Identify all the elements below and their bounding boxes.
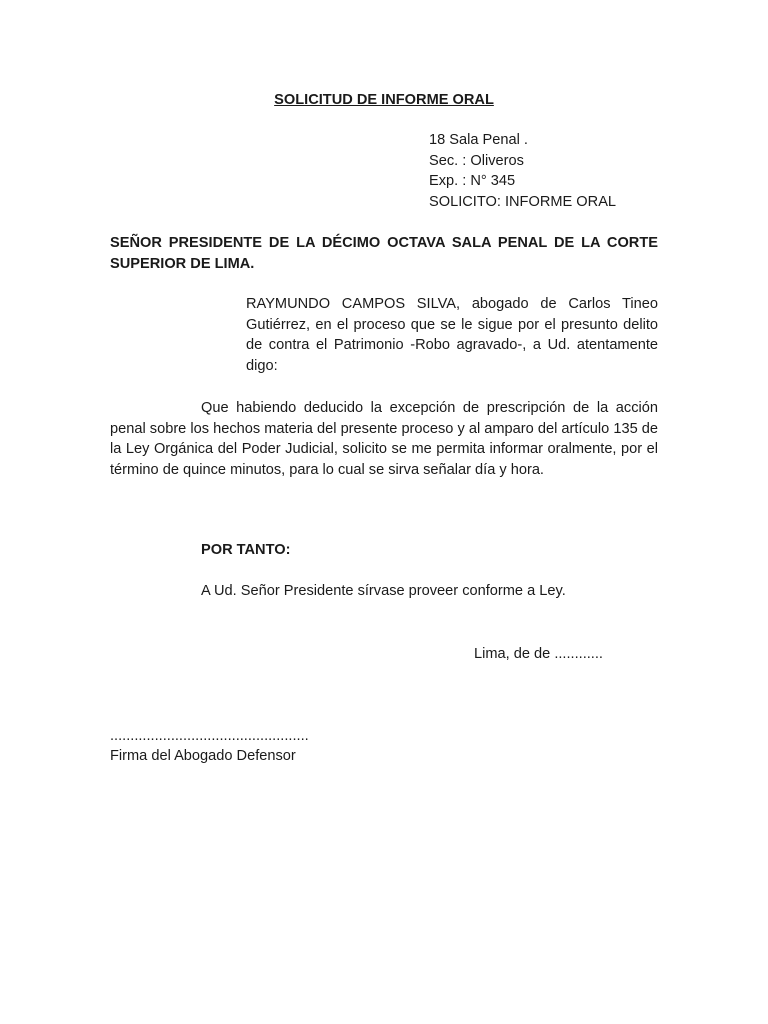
place-date: Lima, de de ............	[474, 646, 603, 662]
por-tanto-heading: POR TANTO:	[201, 542, 291, 558]
addressee: SEÑOR PRESIDENTE DE LA DÉCIMO OCTAVA SALA PENAL DE LA CORTE SUPERIOR DE LIMA.	[110, 235, 658, 272]
case-metadata	[429, 130, 729, 212]
meta-sala: 18 Sala Penal .	[429, 132, 528, 148]
signature-line: .................................................	[110, 728, 309, 744]
intro-paragraph: RAYMUNDO CAMPOS SILVA, abogado de Carlos Tineo Gutiérrez, en el proceso que se le sigue por el presunto delito de contra el Patrimonio -Robo agravado-, a Ud. atentamente digo:	[246, 296, 658, 374]
meta-secretary: Sec. : Oliveros	[429, 152, 524, 169]
meta-expediente: Exp. : N° 345	[429, 173, 516, 190]
request-paragraph: A Ud. Señor Presidente sírvase proveer conforme a Ley.	[201, 583, 566, 599]
signature-label: Firma del Abogado Defensor	[110, 748, 296, 764]
document-title: SOLICITUD DE INFORME ORAL	[274, 92, 494, 108]
body-paragraph: Que habiendo deducido la excepción de prescripción de la acción penal sobre los hechos materia del presente proceso y al amparo del artículo 135 de la Ley Orgánica del Poder Judicial, solicito se me permita informar oralmente, por el término de quince minutos, para lo cual se sirva señalar día y hora.	[110, 400, 658, 478]
meta-solicito: SOLICITO: INFORME ORAL	[429, 193, 617, 210]
